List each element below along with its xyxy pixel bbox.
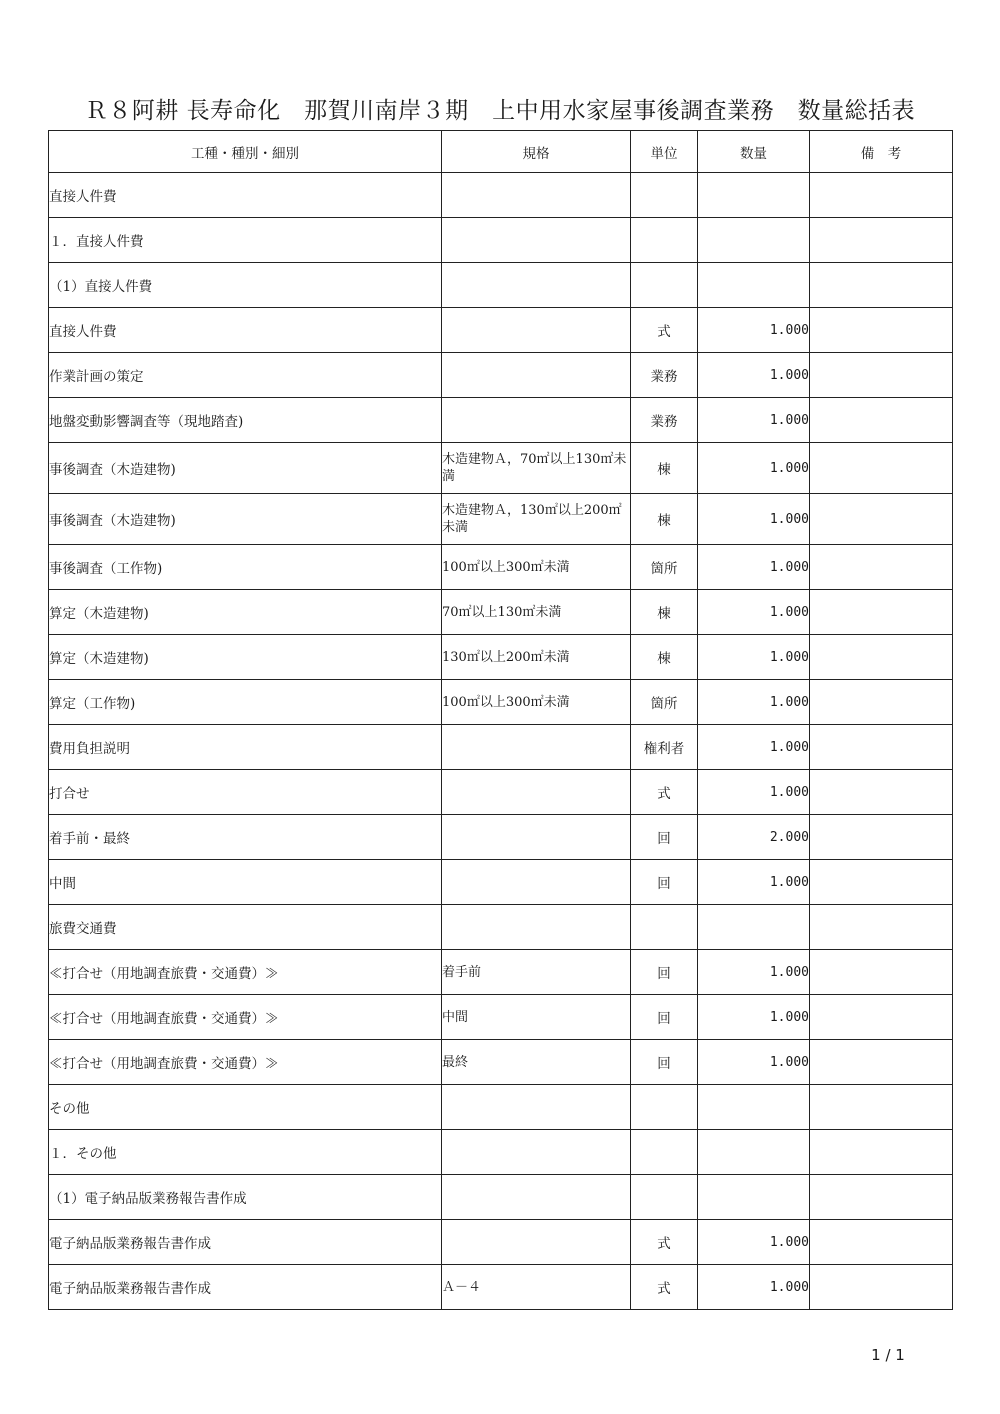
- cell-unit: [631, 173, 698, 218]
- cell-quantity: 1.000: [698, 1265, 810, 1310]
- page-indicator: 1 / 1: [871, 1346, 905, 1364]
- cell-item: 打合せ: [49, 770, 442, 815]
- cell-item: 算定（工作物): [49, 680, 442, 725]
- cell-item: 電子納品版業務報告書作成: [49, 1265, 442, 1310]
- cell-spec: 100㎡以上300㎡未満: [442, 545, 631, 590]
- cell-unit: 式: [631, 1220, 698, 1265]
- cell-spec: 最終: [442, 1040, 631, 1085]
- cell-note: [810, 353, 953, 398]
- header-note: 備 考: [810, 131, 953, 173]
- cell-quantity: [698, 1085, 810, 1130]
- cell-unit: [631, 905, 698, 950]
- table-row: [49, 443, 953, 494]
- table-row: [49, 218, 953, 263]
- cell-spec: [442, 725, 631, 770]
- cell-quantity: [698, 263, 810, 308]
- cell-item: 作業計画の策定: [49, 353, 442, 398]
- cell-item: 算定（木造建物): [49, 635, 442, 680]
- cell-note: [810, 1130, 953, 1175]
- cell-unit: 回: [631, 950, 698, 995]
- table-row: [49, 494, 953, 545]
- cell-item: 費用負担説明: [49, 725, 442, 770]
- cell-quantity: 1.000: [698, 1040, 810, 1085]
- table-row: [49, 1265, 953, 1310]
- table-body: [49, 173, 953, 1310]
- cell-unit: 回: [631, 860, 698, 905]
- cell-unit: 回: [631, 815, 698, 860]
- cell-note: [810, 1040, 953, 1085]
- table-row: [49, 1130, 953, 1175]
- table-row: [49, 308, 953, 353]
- cell-item: その他: [49, 1085, 442, 1130]
- table-row: [49, 590, 953, 635]
- cell-item: 算定（木造建物): [49, 590, 442, 635]
- header-spec: 規格: [442, 131, 631, 173]
- cell-note: [810, 545, 953, 590]
- cell-unit: 式: [631, 308, 698, 353]
- cell-spec: 中間: [442, 995, 631, 1040]
- cell-spec: [442, 1220, 631, 1265]
- cell-spec: [442, 263, 631, 308]
- cell-item: 事後調査（木造建物): [49, 494, 442, 545]
- cell-item: 事後調査（工作物): [49, 545, 442, 590]
- table-row: [49, 173, 953, 218]
- cell-quantity: 1.000: [698, 725, 810, 770]
- cell-spec: 70㎡以上130㎡未満: [442, 590, 631, 635]
- cell-note: [810, 1265, 953, 1310]
- cell-unit: [631, 1175, 698, 1220]
- cell-unit: [631, 1130, 698, 1175]
- table-row: [49, 398, 953, 443]
- table-row: [49, 545, 953, 590]
- cell-spec: [442, 308, 631, 353]
- cell-quantity: [698, 173, 810, 218]
- cell-item: （1）電子納品版業務報告書作成: [49, 1175, 442, 1220]
- table-row: [49, 725, 953, 770]
- table-row: [49, 770, 953, 815]
- cell-item: ≪打合せ（用地調査旅費・交通費）≫: [49, 1040, 442, 1085]
- cell-unit: 棟: [631, 494, 698, 545]
- cell-unit: 棟: [631, 635, 698, 680]
- cell-note: [810, 1085, 953, 1130]
- cell-quantity: [698, 905, 810, 950]
- cell-quantity: 2.000: [698, 815, 810, 860]
- cell-item: １．その他: [49, 1130, 442, 1175]
- cell-unit: [631, 263, 698, 308]
- cell-quantity: 1.000: [698, 860, 810, 905]
- header-qty: 数量: [698, 131, 810, 173]
- cell-spec: [442, 353, 631, 398]
- cell-spec: [442, 218, 631, 263]
- cell-note: [810, 770, 953, 815]
- cell-spec: 着手前: [442, 950, 631, 995]
- cell-note: [810, 494, 953, 545]
- table-row: [49, 1040, 953, 1085]
- table-row: [49, 1175, 953, 1220]
- header-item: 工種・種別・細別: [49, 131, 442, 173]
- cell-spec: Ａ－４: [442, 1265, 631, 1310]
- cell-unit: 業務: [631, 398, 698, 443]
- cell-item: 中間: [49, 860, 442, 905]
- cell-item: ≪打合せ（用地調査旅費・交通費）≫: [49, 950, 442, 995]
- cell-item: 着手前・最終: [49, 815, 442, 860]
- cell-note: [810, 905, 953, 950]
- cell-item: 事後調査（木造建物): [49, 443, 442, 494]
- cell-spec: 木造建物Ａ，70㎡以上130㎡未満: [442, 443, 631, 494]
- cell-item: ≪打合せ（用地調査旅費・交通費）≫: [49, 995, 442, 1040]
- cell-quantity: 1.000: [698, 950, 810, 995]
- cell-quantity: 1.000: [698, 1220, 810, 1265]
- cell-spec: [442, 398, 631, 443]
- cell-quantity: 1.000: [698, 590, 810, 635]
- cell-unit: [631, 218, 698, 263]
- cell-item: 地盤変動影響調査等（現地踏査): [49, 398, 442, 443]
- cell-unit: [631, 1085, 698, 1130]
- cell-unit: 棟: [631, 590, 698, 635]
- cell-quantity: 1.000: [698, 443, 810, 494]
- cell-spec: [442, 905, 631, 950]
- cell-note: [810, 995, 953, 1040]
- cell-spec: [442, 860, 631, 905]
- table-row: [49, 353, 953, 398]
- cell-note: [810, 950, 953, 995]
- cell-unit: 箇所: [631, 545, 698, 590]
- cell-item: 直接人件費: [49, 308, 442, 353]
- cell-note: [810, 263, 953, 308]
- cell-item: （1）直接人件費: [49, 263, 442, 308]
- cell-unit: 棟: [631, 443, 698, 494]
- cell-item: 直接人件費: [49, 173, 442, 218]
- table-row: [49, 815, 953, 860]
- table-row: [49, 680, 953, 725]
- table-row: [49, 995, 953, 1040]
- cell-unit: 式: [631, 1265, 698, 1310]
- cell-note: [810, 860, 953, 905]
- cell-quantity: 1.000: [698, 353, 810, 398]
- cell-note: [810, 443, 953, 494]
- cell-item: 旅費交通費: [49, 905, 442, 950]
- cell-quantity: 1.000: [698, 398, 810, 443]
- cell-note: [810, 590, 953, 635]
- header-unit: 単位: [631, 131, 698, 173]
- cell-quantity: [698, 1130, 810, 1175]
- cell-spec: 木造建物Ａ，130㎡以上200㎡未満: [442, 494, 631, 545]
- cell-quantity: 1.000: [698, 545, 810, 590]
- table-row: [49, 860, 953, 905]
- cell-spec: [442, 1085, 631, 1130]
- cell-quantity: 1.000: [698, 995, 810, 1040]
- cell-quantity: 1.000: [698, 680, 810, 725]
- cell-note: [810, 725, 953, 770]
- cell-quantity: 1.000: [698, 494, 810, 545]
- cell-quantity: 1.000: [698, 770, 810, 815]
- cell-unit: 箇所: [631, 680, 698, 725]
- cell-spec: [442, 770, 631, 815]
- cell-note: [810, 680, 953, 725]
- cell-note: [810, 635, 953, 680]
- cell-unit: 回: [631, 995, 698, 1040]
- table-row: [49, 635, 953, 680]
- cell-spec: [442, 173, 631, 218]
- document-title: Ｒ８阿耕 長寿命化 那賀川南岸３期 上中用水家屋事後調査業務 数量総括表: [84, 98, 916, 124]
- cell-spec: [442, 1175, 631, 1220]
- cell-item: 電子納品版業務報告書作成: [49, 1220, 442, 1265]
- cell-spec: [442, 815, 631, 860]
- cell-spec: 130㎡以上200㎡未満: [442, 635, 631, 680]
- cell-spec: [442, 1130, 631, 1175]
- cell-unit: 回: [631, 1040, 698, 1085]
- cell-quantity: 1.000: [698, 635, 810, 680]
- cell-quantity: [698, 218, 810, 263]
- cell-note: [810, 218, 953, 263]
- cell-item: １．直接人件費: [49, 218, 442, 263]
- cell-unit: 業務: [631, 353, 698, 398]
- cell-unit: 権利者: [631, 725, 698, 770]
- cell-note: [810, 173, 953, 218]
- cell-note: [810, 398, 953, 443]
- table-row: [49, 1085, 953, 1130]
- table-row: [49, 1220, 953, 1265]
- cell-quantity: 1.000: [698, 308, 810, 353]
- cell-note: [810, 1175, 953, 1220]
- cell-unit: 式: [631, 770, 698, 815]
- table-row: [49, 263, 953, 308]
- table-header-row: [49, 131, 953, 173]
- cell-spec: 100㎡以上300㎡未満: [442, 680, 631, 725]
- cell-note: [810, 1220, 953, 1265]
- cell-quantity: [698, 1175, 810, 1220]
- quantity-summary-table: [48, 130, 953, 1310]
- cell-note: [810, 308, 953, 353]
- cell-note: [810, 815, 953, 860]
- table-row: [49, 950, 953, 995]
- table-row: [49, 905, 953, 950]
